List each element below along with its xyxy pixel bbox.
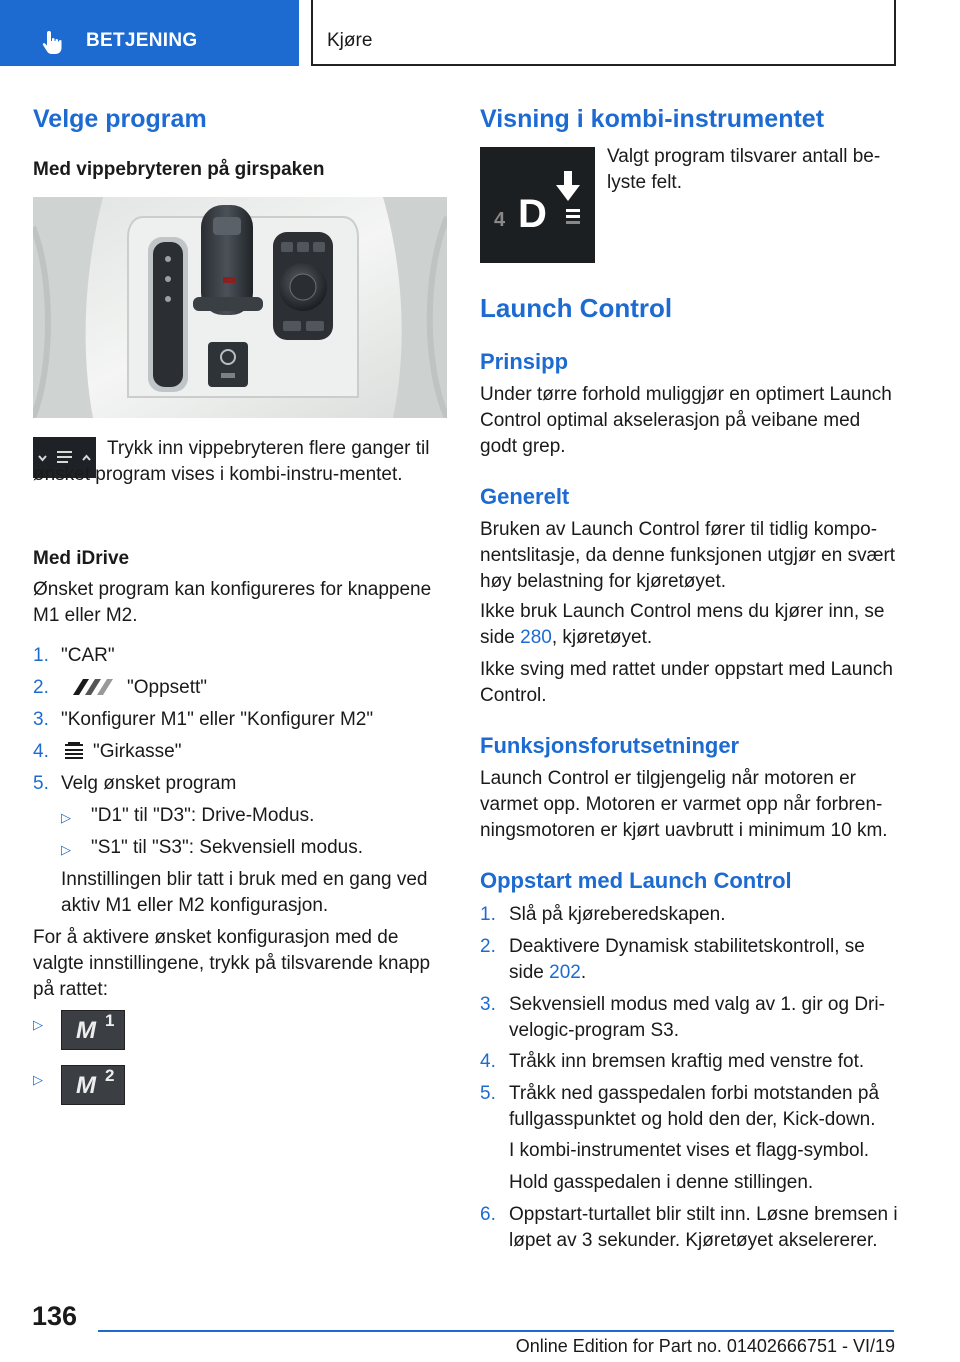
step5-note-2: Hold gasspedalen i denne stillingen. [509, 1172, 814, 1193]
heading-funksjonsforutsetninger: Funksjonsforutsetninger [480, 733, 740, 758]
drivelogic-display-icon: 4 D [480, 147, 595, 263]
m1-button-icon: M 1 [61, 1010, 125, 1050]
activate-text: For å aktivere ønsket konfigurasjon med de valgte innstillingene, trykk på tilsvarende knapp på rattet: [33, 927, 431, 1000]
m2-button-icon: M 2 [61, 1065, 125, 1105]
header-tab-bar [0, 0, 960, 66]
generelt-text-3: Ikke sving med rattet under oppstart med Launch Control. [480, 659, 893, 706]
generelt-text-2: Ikke bruk Launch Control mens du kjører inn, se side 280, kjøretøyet. [480, 601, 885, 648]
generelt-text: Bruken av Launch Control fører til tidlig kompo-nentslitasje, da denne funksjonen utgjør en svært høy belastning for kjøretøyet. [480, 519, 896, 592]
heading-visning: Visning i kombi-instrumentet [480, 105, 825, 133]
funk-text: Launch Control er tilgjengelig når motoren er varmet opp. Motoren er varmet opp når forbren-ningsmotoren er kjørt uavbrutt i minimum 10 km. [480, 768, 888, 841]
step5-note-1: I kombi-instrumentet vises et flagg-symbol. [509, 1140, 870, 1161]
page-link-280[interactable]: 280 [520, 627, 552, 648]
hand-pointer-icon [40, 29, 66, 55]
page-link-202[interactable]: 202 [549, 962, 581, 983]
footer-edition: Online Edition for Part no. 01402666751 - VI/19 [515, 1336, 895, 1356]
heading-launch-control: Launch Control [480, 293, 673, 323]
tab-betjening[interactable] [0, 0, 299, 66]
heading-velge-program: Velge program [33, 105, 207, 133]
section-title: Kjøre [327, 30, 373, 51]
prinsipp-text: Under tørre forhold muliggjør en optimert Launch Control optimal akselerasjon på veibane med godt grep. [480, 384, 892, 457]
gearbox-icon [63, 742, 85, 762]
tab-betjening-label: BETJENING [86, 30, 198, 51]
heading-oppstart: Oppstart med Launch Control [480, 868, 792, 893]
heading-prinsipp: Prinsipp [480, 349, 569, 374]
rocker-text: Trykk inn vippebryteren flere ganger til ønsket program vises i kombi-instru-mentet. [33, 438, 430, 485]
m-stripes-icon [63, 677, 119, 697]
idrive-text: Ønsket program kan konfigureres for knappene M1 eller M2. [33, 579, 432, 626]
footer-divider [98, 1330, 894, 1332]
heading-generelt: Generelt [480, 484, 570, 509]
display-text: Valgt program tilsvarer antall be-lyste felt. [607, 146, 881, 193]
step5-note: Innstillingen blir tatt i bruk med en gang ved aktiv M1 eller M2 konfigurasjon. [61, 869, 428, 916]
tab-kjore[interactable] [311, 0, 896, 66]
gear-selector-photo [33, 197, 447, 418]
page-number: 136 [32, 1301, 78, 1331]
subheading-vippebryter: Med vippebryteren på girspaken [33, 159, 325, 180]
subheading-idrive: Med iDrive [33, 548, 130, 569]
